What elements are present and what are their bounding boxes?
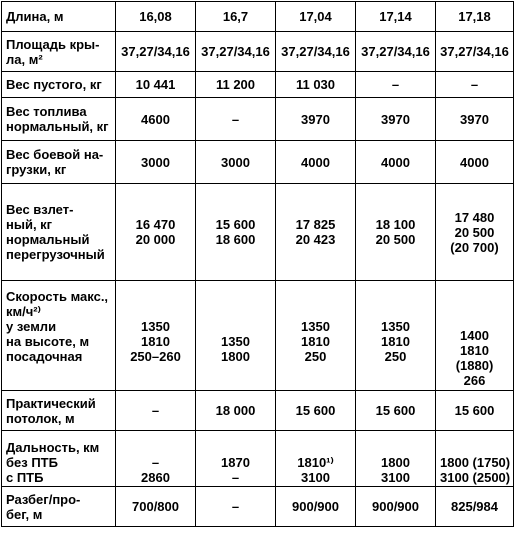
value-cell bbox=[436, 2, 514, 32]
value-cell bbox=[116, 391, 196, 431]
value-line: 1810¹⁾ bbox=[297, 455, 334, 470]
value-cell bbox=[436, 281, 514, 391]
value-line: (20 700) bbox=[450, 239, 499, 255]
value-line: – bbox=[151, 403, 160, 418]
value-cell bbox=[196, 141, 276, 184]
row-label-line: ный, кг bbox=[6, 217, 53, 232]
value-line: 17,18 bbox=[458, 9, 491, 24]
value-line: 1350 bbox=[301, 319, 330, 334]
value-cell bbox=[356, 32, 436, 72]
value-line: 17,04 bbox=[299, 9, 332, 24]
row-label-line: перегрузочный bbox=[6, 247, 105, 262]
table-row bbox=[2, 281, 514, 391]
value-line: 1350 bbox=[221, 334, 250, 349]
value-cell bbox=[116, 184, 196, 281]
value-line: 700/800 bbox=[132, 499, 179, 514]
row-label-line: бег, м bbox=[6, 506, 43, 522]
value-cell bbox=[436, 72, 514, 98]
value-cell bbox=[116, 72, 196, 98]
value-line: 250–260 bbox=[130, 349, 181, 364]
value-cell bbox=[116, 2, 196, 32]
row-label-line: км/ч²⁾ bbox=[6, 304, 41, 319]
value-line: 1810 bbox=[301, 334, 330, 349]
value-line: 4000 bbox=[381, 154, 410, 170]
value-line: – bbox=[231, 499, 240, 514]
row-label-line: без ПТБ bbox=[6, 455, 58, 470]
value-line: 16 470 bbox=[135, 217, 176, 232]
value-cell bbox=[196, 431, 276, 487]
value-cell bbox=[196, 2, 276, 32]
value-line: 1400 bbox=[460, 328, 489, 343]
value-line: 37,27/34,16 bbox=[440, 44, 509, 59]
spec-table-body bbox=[2, 2, 514, 527]
value-cell bbox=[196, 391, 276, 431]
value-cell bbox=[356, 2, 436, 32]
value-line: (1880) bbox=[455, 358, 494, 373]
value-cell bbox=[436, 141, 514, 184]
row-label-line: Вес пустого, кг bbox=[6, 77, 102, 92]
row-label-line: грузки, кг bbox=[6, 162, 67, 177]
value-cell bbox=[276, 184, 356, 281]
value-cell bbox=[276, 2, 356, 32]
row-label-line: Вес взлет- bbox=[6, 202, 74, 217]
value-line: 3100 (2500) bbox=[440, 470, 511, 485]
row-label-line: ла, м² bbox=[6, 51, 43, 67]
table-row bbox=[2, 32, 514, 72]
row-label-line: Вес боевой на- bbox=[6, 147, 104, 162]
value-cell bbox=[356, 431, 436, 487]
value-line: 17 825 bbox=[295, 217, 336, 232]
value-cell bbox=[276, 141, 356, 184]
row-label-line: у земли bbox=[6, 319, 57, 334]
value-line: 15 600 bbox=[295, 403, 336, 418]
value-line: – bbox=[470, 77, 479, 92]
value-line: 18 100 bbox=[375, 217, 416, 232]
value-line: 1800 (1750) bbox=[440, 455, 511, 470]
table-row bbox=[2, 141, 514, 184]
value-cell bbox=[196, 32, 276, 72]
row-label bbox=[2, 2, 116, 32]
value-line: 15 600 bbox=[375, 403, 416, 418]
value-line: 20 000 bbox=[135, 232, 176, 247]
value-line: 37,27/34,16 bbox=[281, 44, 350, 59]
value-line: 250 bbox=[304, 349, 327, 364]
value-line: 18 000 bbox=[215, 403, 256, 418]
value-cell bbox=[436, 431, 514, 487]
value-cell bbox=[436, 391, 514, 431]
value-line: 3100 bbox=[301, 470, 330, 485]
value-cell bbox=[116, 431, 196, 487]
value-cell bbox=[356, 391, 436, 431]
value-line: 17 480 bbox=[454, 209, 495, 225]
value-cell bbox=[436, 32, 514, 72]
value-cell bbox=[436, 487, 514, 527]
row-label-line: посадочная bbox=[6, 349, 83, 364]
value-line: 17,14 bbox=[379, 9, 412, 24]
value-line: 15 600 bbox=[454, 403, 495, 418]
value-cell bbox=[116, 487, 196, 527]
value-line: 4000 bbox=[301, 154, 330, 170]
row-label-line: Вес топлива bbox=[6, 104, 87, 119]
value-cell bbox=[356, 141, 436, 184]
value-cell bbox=[436, 98, 514, 141]
value-line: 1350 bbox=[141, 319, 170, 334]
value-line: 11 200 bbox=[215, 77, 256, 92]
value-line: 10 441 bbox=[135, 77, 176, 92]
value-cell bbox=[196, 98, 276, 141]
value-line: 900/900 bbox=[292, 499, 339, 514]
value-cell bbox=[196, 487, 276, 527]
row-label-line: потолок, м bbox=[6, 410, 75, 426]
row-label bbox=[2, 184, 116, 281]
row-label bbox=[2, 431, 116, 487]
value-cell bbox=[356, 184, 436, 281]
value-line: 20 500 bbox=[454, 224, 495, 240]
value-cell bbox=[276, 431, 356, 487]
value-line: 1800 bbox=[221, 349, 250, 364]
row-label bbox=[2, 72, 116, 98]
value-cell bbox=[116, 98, 196, 141]
value-line: – bbox=[231, 111, 240, 127]
table-row bbox=[2, 431, 514, 487]
value-line: 1800 bbox=[381, 455, 410, 470]
table-row bbox=[2, 184, 514, 281]
value-line: 15 600 bbox=[215, 217, 256, 232]
value-cell bbox=[276, 98, 356, 141]
value-cell bbox=[356, 281, 436, 391]
row-label-line: с ПТБ bbox=[6, 470, 44, 485]
row-label bbox=[2, 487, 116, 527]
row-label bbox=[2, 32, 116, 72]
value-line: 900/900 bbox=[372, 499, 419, 514]
row-label-line: Дальность, км bbox=[6, 440, 100, 455]
table-row bbox=[2, 72, 514, 98]
value-line: 16,08 bbox=[139, 9, 172, 24]
row-label bbox=[2, 281, 116, 391]
row-label-line: на высоте, м bbox=[6, 334, 90, 349]
value-line: 3000 bbox=[141, 154, 170, 170]
value-line: 16,7 bbox=[222, 9, 249, 24]
value-line: 1810 bbox=[460, 343, 489, 358]
row-label-line: Площадь кры- bbox=[6, 36, 100, 52]
value-line: 1810 bbox=[141, 334, 170, 349]
value-line: 1350 bbox=[381, 319, 410, 334]
value-line: 4000 bbox=[460, 154, 489, 170]
value-cell bbox=[276, 32, 356, 72]
value-line: 266 bbox=[463, 373, 486, 388]
row-label-line: Практический bbox=[6, 395, 96, 411]
value-line: 250 bbox=[384, 349, 407, 364]
value-line: – bbox=[231, 470, 240, 485]
value-line: 2860 bbox=[141, 470, 170, 485]
value-line: 3100 bbox=[381, 470, 410, 485]
value-line: 37,27/34,16 bbox=[361, 44, 430, 59]
value-line: 3970 bbox=[460, 111, 489, 127]
value-cell bbox=[116, 281, 196, 391]
row-label-line: нормальный bbox=[6, 232, 90, 247]
value-line: – bbox=[391, 77, 400, 92]
value-cell bbox=[196, 72, 276, 98]
table-row bbox=[2, 487, 514, 527]
value-line: 37,27/34,16 bbox=[201, 44, 270, 59]
value-line: 20 423 bbox=[295, 232, 336, 247]
value-cell bbox=[356, 72, 436, 98]
row-label-line: Разбег/про- bbox=[6, 491, 81, 507]
table-row bbox=[2, 2, 514, 32]
value-line: 1870 bbox=[221, 455, 250, 470]
value-line: 825/984 bbox=[451, 499, 498, 514]
row-label-line: Длина, м bbox=[6, 9, 64, 24]
value-line: – bbox=[151, 455, 160, 470]
value-cell bbox=[436, 184, 514, 281]
value-line: 20 500 bbox=[375, 232, 416, 247]
value-line: 1810 bbox=[381, 334, 410, 349]
value-line: 4600 bbox=[141, 111, 170, 127]
row-label-line: Скорость макс., bbox=[6, 289, 109, 304]
value-line: 11 030 bbox=[295, 77, 336, 92]
row-label bbox=[2, 391, 116, 431]
value-line: 3970 bbox=[301, 111, 330, 127]
table-row bbox=[2, 391, 514, 431]
table-row bbox=[2, 98, 514, 141]
value-cell bbox=[196, 184, 276, 281]
value-line: 18 600 bbox=[215, 232, 256, 247]
row-label-line: нормальный, кг bbox=[6, 119, 109, 134]
value-cell bbox=[276, 391, 356, 431]
value-cell bbox=[196, 281, 276, 391]
value-line: 37,27/34,16 bbox=[121, 44, 190, 59]
value-cell bbox=[356, 98, 436, 141]
value-cell bbox=[276, 281, 356, 391]
row-label bbox=[2, 141, 116, 184]
value-cell bbox=[356, 487, 436, 527]
value-line: 3000 bbox=[221, 154, 250, 170]
value-cell bbox=[276, 487, 356, 527]
value-cell bbox=[116, 141, 196, 184]
row-label bbox=[2, 98, 116, 141]
value-cell bbox=[276, 72, 356, 98]
value-line: 3970 bbox=[381, 111, 410, 127]
aircraft-spec-table bbox=[1, 1, 514, 527]
value-cell bbox=[116, 32, 196, 72]
